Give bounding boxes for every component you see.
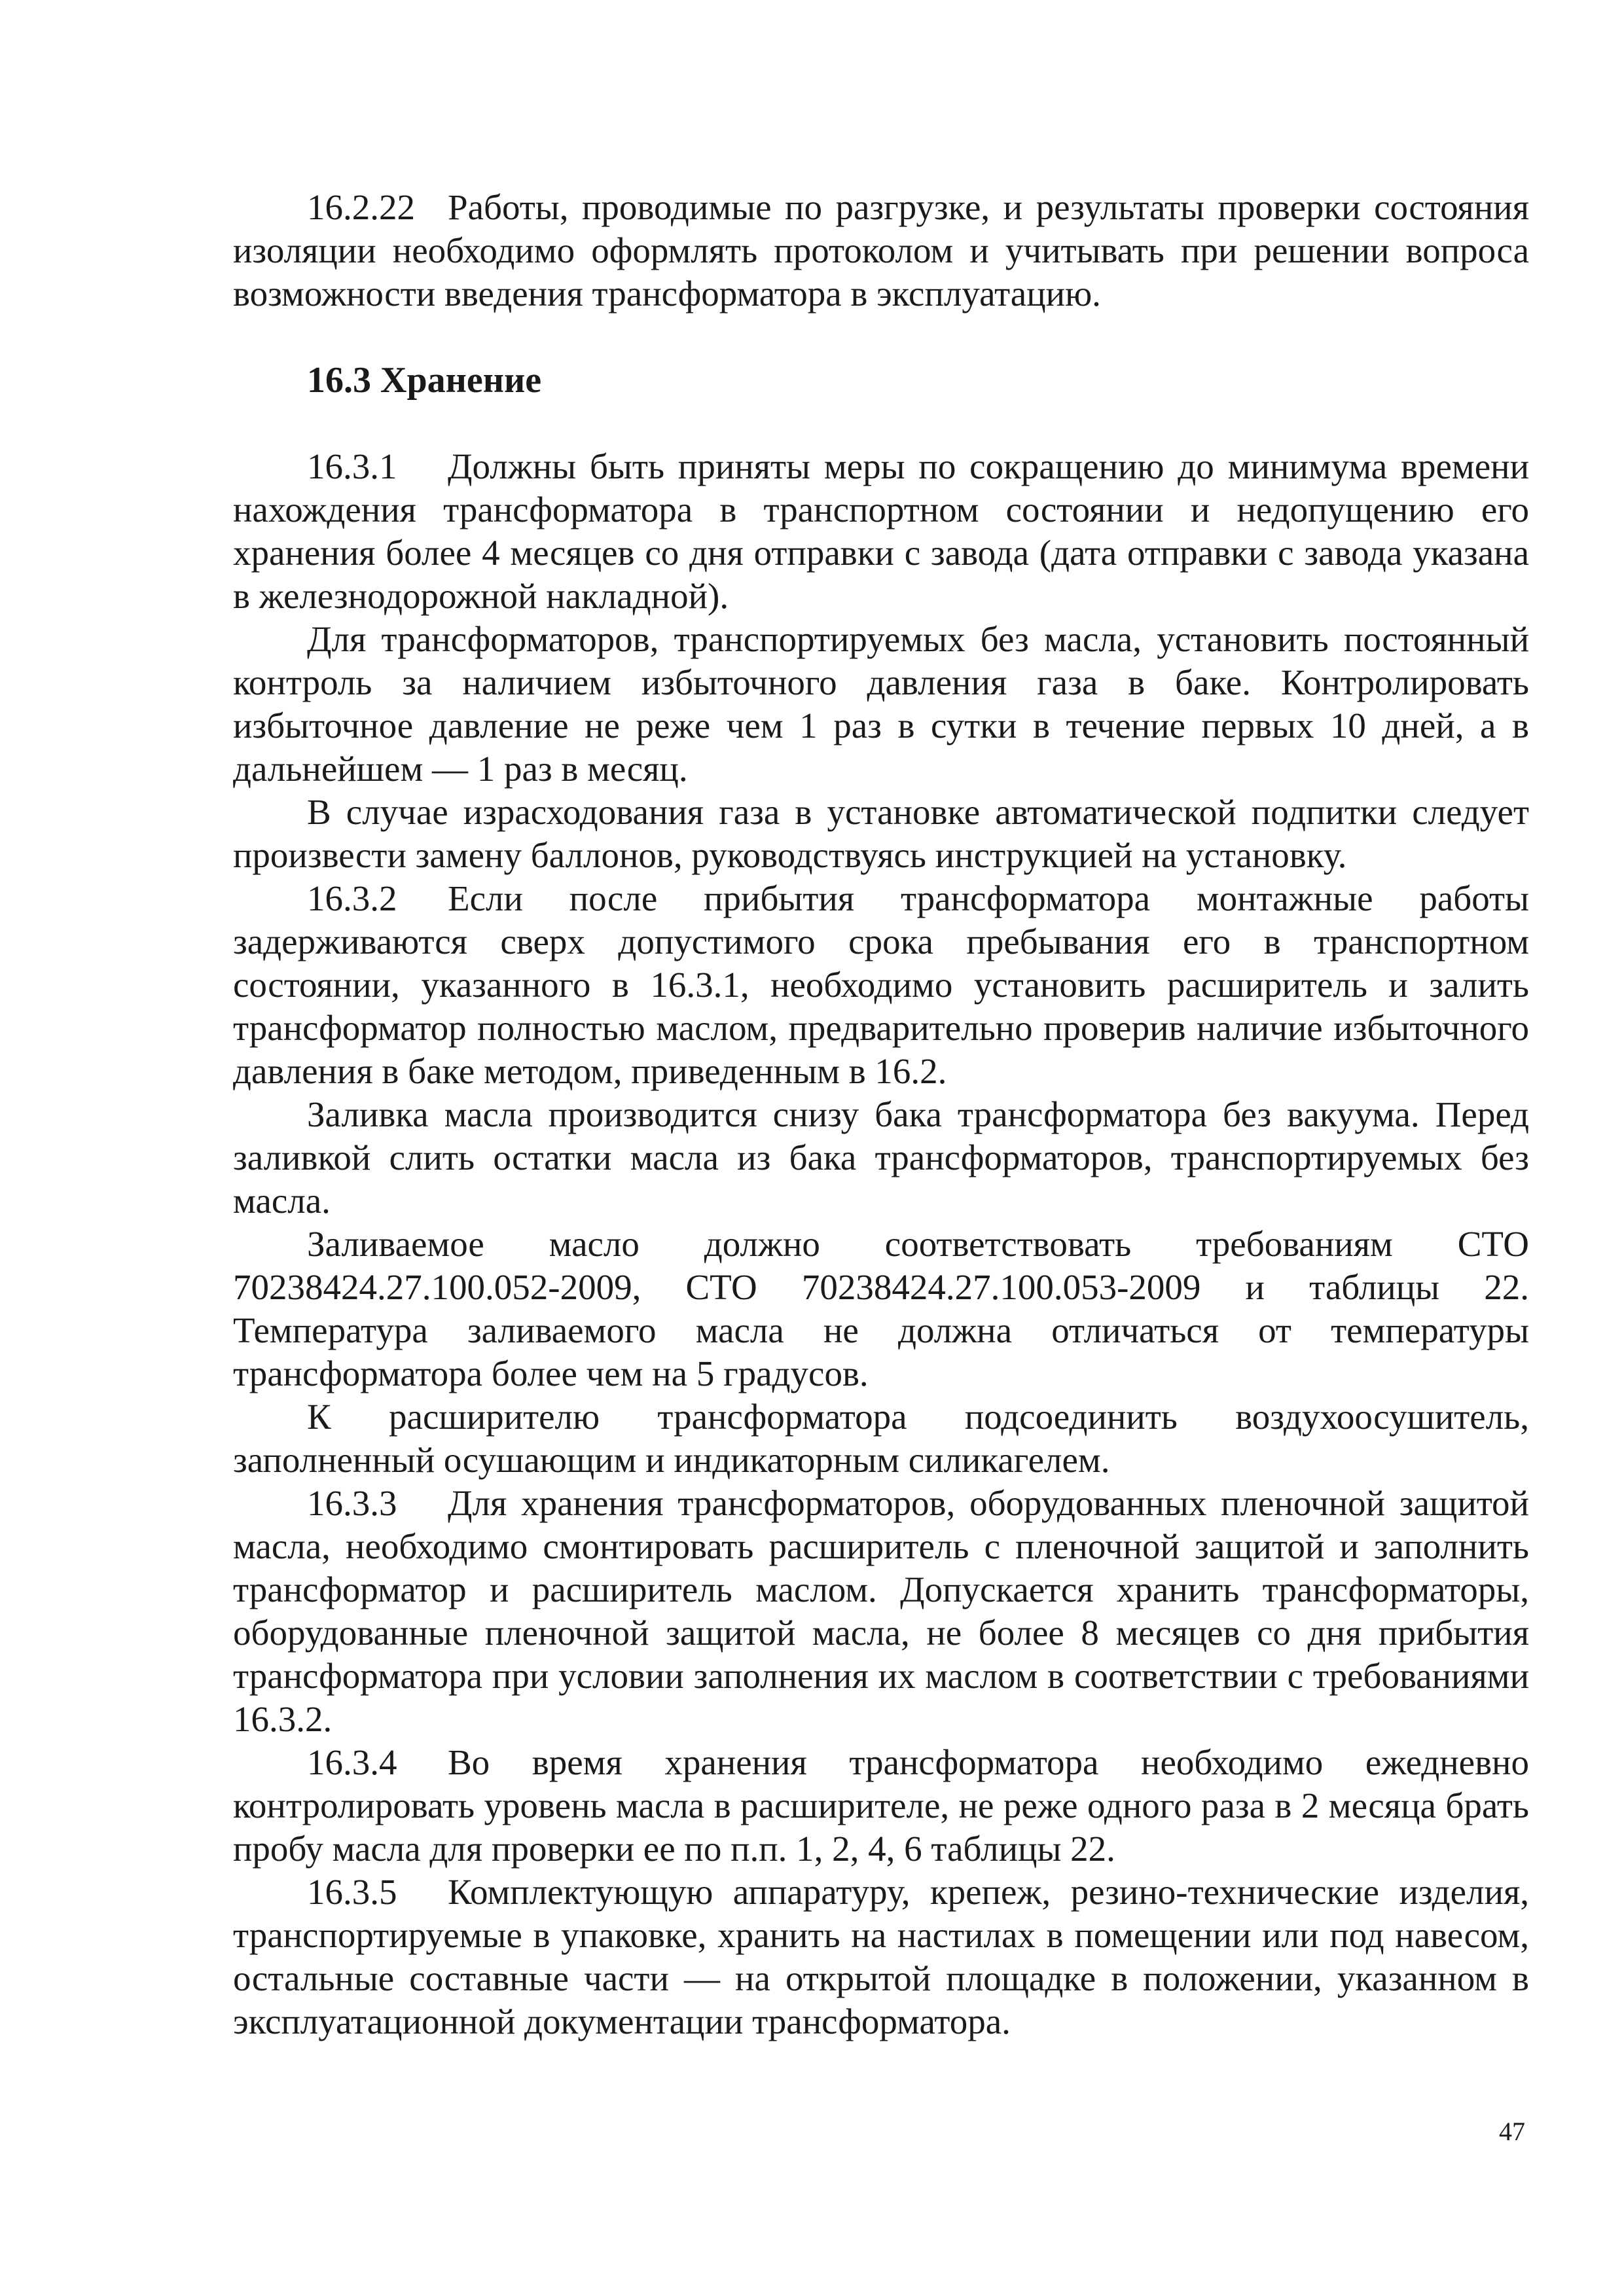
paragraph-16-2-22: [233, 186, 1529, 315]
paragraph-number: 16.2.22: [307, 187, 415, 227]
paragraph-text: Должны быть приняты меры по сокращению до минимума времени нахождения трансформатора в транспортном состоянии и недопущению его хранения более 4 месяцев со дня отправки с завода (дата отправки с завода указана в железнодорожной накладной).: [233, 446, 1529, 616]
paragraph-number: 16.3.3: [307, 1483, 397, 1523]
paragraph-gas-control: Для трансформаторов, транспортируемых без масла, установить постоянный контроль за наличием избыточного давления газа в баке. Контролировать избыточное давление не реже чем 1 раз в сутки в течение первых 10 дней, а в дальнейшем — 1 раз в месяц.: [233, 619, 1529, 789]
paragraph-text: Во время хранения трансформатора необходимо ежедневно контролировать уровень масла в расширителе, не реже одного раза в 2 месяца брать пробу масла для проверки ее по п.п. 1, 2, 4, 6 таблицы 22.: [233, 1742, 1529, 1869]
paragraph-number: 16.3.1: [307, 446, 397, 486]
section-heading: 16.3 Хранение: [307, 360, 542, 401]
body-text: [233, 186, 1529, 2043]
paragraph-text: Работы, проводимые по разгрузке, и результаты проверки состояния изоляции необходимо оформлять протоколом и учитывать при решении вопроса возможности введения трансформатора в эксплуатацию.: [233, 187, 1529, 314]
paragraph-number: 16.3.2: [307, 878, 397, 918]
paragraph-air-dryer: К расширителю трансформатора подсоединить воздухоосушитель, заполненный осушающим и индикаторным силикагелем.: [233, 1397, 1529, 1480]
paragraph-text: Комплектующую аппаратуру, крепеж, резино-технические изделия, транспортируемые в упаковке, хранить на настилах в помещении или под навесом, остальные составные части — на открытой площадке в положении, указанном в эксплуатационной документации трансформатора.: [233, 1872, 1529, 2041]
paragraph-text: Если после прибытия трансформатора монтажные работы задерживаются сверх допустимого срока пребывания его в транспортном состоянии, указанного в 16.3.1, необходимо установить расширитель и залить трансформатор полностью маслом, предварительно проверив наличие избыточного давления в баке методом, приведенным в 16.2.: [233, 878, 1529, 1091]
paragraph-16-3-3: [233, 1482, 1529, 1741]
paragraph-number: 16.3.5: [307, 1872, 397, 1912]
paragraph-text: Для хранения трансформаторов, оборудованных пленочной защитой масла, необходимо смонтировать расширитель с пленочной защитой и заполнить трансформатор и расширитель маслом. Допускается хранить трансформаторы, оборудованные пленочной защитой масла, не более 8 месяцев со дня прибытия трансформатора при условии заполнения их маслом в соответствии с требованиями 16.3.2.: [233, 1483, 1529, 1739]
paragraph-number: 16.3.4: [307, 1742, 397, 1782]
paragraph-oil-requirements: Заливаемое масло должно соответствовать требованиям СТО 70238424.27.100.052-2009, СТО 70238424.27.100.053-2009 и таблицы 22. Температура заливаемого масла не должна отличаться от температуры трансформатора более чем на 5 градусов.: [233, 1224, 1529, 1393]
paragraph-gas-depletion: В случае израсходования газа в установке автоматической подпитки следует произвести замену баллонов, руководствуясь инструкцией на установку.: [233, 792, 1529, 875]
page-number: 47: [1499, 2117, 1525, 2146]
paragraph-16-3-1: [233, 445, 1529, 618]
paragraph-16-3-5: [233, 1871, 1529, 2043]
paragraph-16-3-4: [233, 1741, 1529, 1871]
paragraph-16-3-2: [233, 877, 1529, 1093]
paragraph-oil-filling: Заливка масла производится снизу бака трансформатора без вакуума. Перед заливкой слить остатки масла из бака трансформаторов, транспортируемых без масла.: [233, 1094, 1529, 1221]
